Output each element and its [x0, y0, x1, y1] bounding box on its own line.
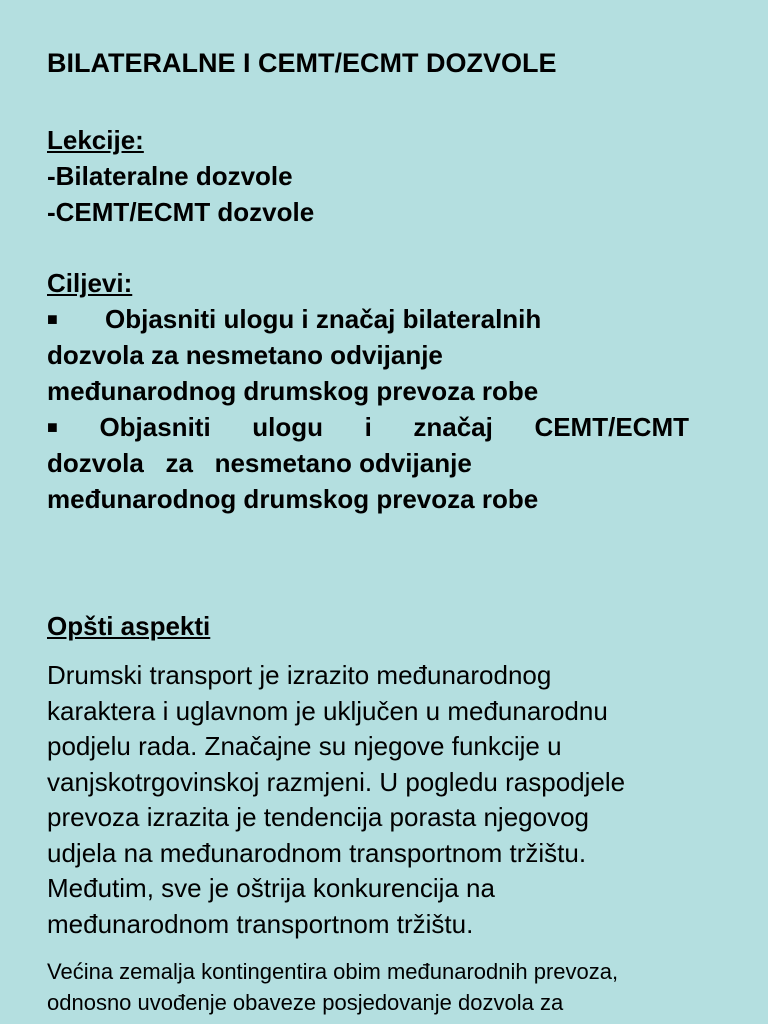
square-bullet-icon: ■ — [47, 417, 58, 437]
goal-text-line: međunarodnog drumskog prevoza robe — [47, 376, 539, 406]
paragraph-line: Većina zemalja kontingentira obim međunarodnih prevoza, — [47, 959, 619, 984]
paragraph-line: Drumski transport je izrazito međunarodnog — [47, 660, 552, 690]
document-title: BILATERALNE I CEMT/ECMT DOZVOLE — [47, 48, 557, 78]
goal-word: Objasniti — [99, 412, 211, 442]
aspects-paragraph-small — [47, 956, 747, 1018]
goal-word: značaj — [413, 412, 493, 442]
paragraph-line: međunarodnom transportnom tržištu. — [47, 908, 474, 939]
paragraph-line: Međutim, sve je oštrija konkurencija na — [47, 873, 495, 903]
paragraph-line: prevoza izrazita je tendencija porasta njegovog — [47, 802, 590, 832]
square-bullet-icon: ■ — [47, 309, 58, 329]
goal-word: CEMT/ECMT — [534, 412, 689, 442]
paragraph-line: karaktera i uglavnom je uključen u međunarodnu — [47, 695, 608, 726]
paragraph-line: odnosno uvođenje obaveze posjedovanje dozvola za — [47, 990, 564, 1015]
goal-word: i — [364, 412, 372, 442]
lessons-section — [47, 122, 314, 230]
goal-word: ulogu — [252, 412, 324, 442]
goal-item — [47, 409, 689, 517]
aspects-heading: Opšti aspekti — [47, 611, 211, 641]
goal-item — [47, 301, 689, 409]
paragraph-line: podjelu rada. Značajne su njegove funkcije u — [47, 731, 562, 761]
lesson-item: -CEMT/ECMT dozvole — [47, 197, 315, 227]
lesson-item: -Bilateralne dozvole — [47, 161, 293, 191]
goals-section — [47, 265, 689, 517]
goal-text-line: dozvola za nesmetano odvijanje — [47, 448, 472, 478]
goal-text-line: međunarodnog drumskog prevoza robe — [47, 484, 539, 514]
goals-heading: Ciljevi: — [47, 268, 133, 298]
paragraph-line: vanjskotrgovinskoj razmjeni. U pogledu raspodjele — [47, 766, 626, 797]
goal-text-line: Objasniti ulogu i značaj bilateralnih — [105, 304, 542, 334]
aspects-paragraph — [47, 658, 727, 942]
goal-text-line: dozvola za nesmetano odvijanje — [47, 340, 443, 370]
lessons-heading: Lekcije: — [47, 125, 144, 155]
paragraph-line: udjela na međunarodnom transportnom tržištu. — [47, 837, 587, 868]
